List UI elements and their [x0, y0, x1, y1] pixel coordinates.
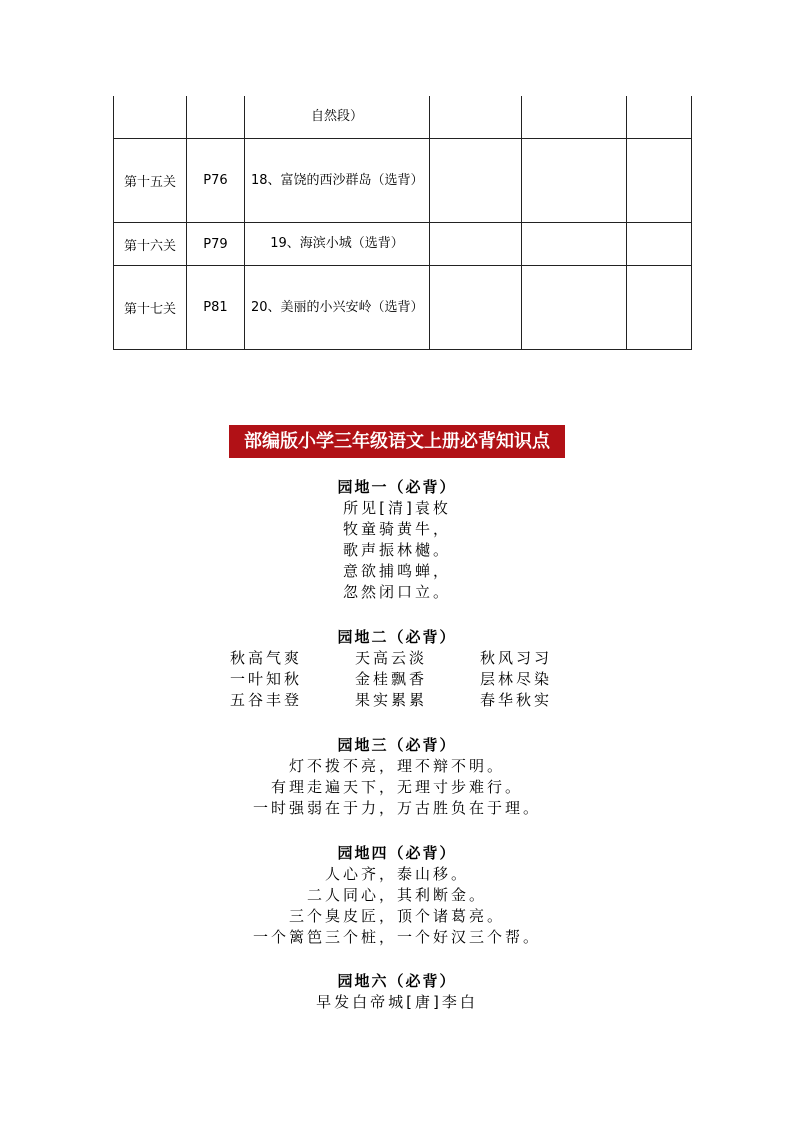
empty-cell [430, 139, 522, 223]
proverb-block-3 [0, 756, 794, 819]
page-cell: P76 [187, 139, 245, 223]
proverb-line: 一时强弱在于力，万古胜负在于理。 [252, 799, 541, 817]
idiom: 五谷丰登 [230, 691, 303, 709]
empty-cell [627, 96, 692, 139]
section-banner-title: 部编版小学三年级语文上册必背知识点 [229, 425, 565, 458]
idiom-row [230, 648, 570, 669]
proverb-line: 有理走遍天下，无理寸步难行。 [270, 778, 523, 796]
idiom: 秋高气爽 [230, 649, 303, 667]
proverb-line: 二人同心，其利断金。 [306, 886, 487, 904]
empty-cell [522, 223, 627, 266]
poem-line: 牧童骑黄牛， [342, 520, 451, 538]
poem-line: 歌声振林樾。 [342, 541, 451, 559]
idiom: 一叶知秋 [230, 670, 303, 688]
poem-line: 忽然闭口立。 [342, 583, 451, 601]
level-cell: 第十七关 [114, 266, 187, 350]
page-cell: P79 [187, 223, 245, 266]
level-cell: 第十五关 [114, 139, 187, 223]
idiom-grid [230, 648, 570, 711]
proverb-line: 三个臭皮匠，顶个诸葛亮。 [288, 907, 505, 925]
empty-cell [627, 139, 692, 223]
empty-cell [522, 96, 627, 139]
proverb-line: 一个篱笆三个桩，一个好汉三个帮。 [252, 928, 541, 946]
idiom: 金桂飘香 [355, 670, 428, 688]
poem-line: 意欲捕鸣蝉， [342, 562, 451, 580]
section-heading-2: 园地二（必背） [337, 628, 457, 646]
section-heading-4: 园地四（必背） [337, 844, 457, 862]
empty-cell [522, 266, 627, 350]
table-row [114, 266, 692, 350]
lesson-cell: 19、海滨小城（选背） [245, 223, 430, 266]
idiom: 春华秋实 [480, 691, 553, 709]
empty-cell [430, 266, 522, 350]
section-heading-3: 园地三（必背） [337, 736, 457, 754]
lesson-cell: 20、美丽的小兴安岭（选背） [245, 266, 430, 350]
page-cell [187, 96, 245, 139]
lesson-table [113, 96, 692, 350]
idiom: 天高云淡 [355, 649, 428, 667]
idiom: 层林尽染 [480, 670, 553, 688]
empty-cell [430, 223, 522, 266]
idiom-row [230, 669, 570, 690]
section-heading-1: 园地一（必背） [337, 478, 457, 496]
proverb-line: 人心齐，泰山移。 [324, 865, 469, 883]
level-cell [114, 96, 187, 139]
lesson-cell: 自然段） [245, 96, 430, 139]
empty-cell [522, 139, 627, 223]
proverb-line: 灯不拨不亮，理不辩不明。 [288, 757, 505, 775]
idiom: 秋风习习 [480, 649, 553, 667]
table-row [114, 223, 692, 266]
poem-line: 所见[清]袁枚 [343, 499, 451, 517]
empty-cell [430, 96, 522, 139]
empty-cell [627, 266, 692, 350]
poem-block-1 [0, 498, 794, 603]
poem-block-6 [0, 992, 794, 1013]
page-cell: P81 [187, 266, 245, 350]
empty-cell [627, 223, 692, 266]
idiom-row [230, 690, 570, 711]
table-row [114, 139, 692, 223]
lesson-cell: 18、富饶的西沙群岛（选背） [245, 139, 430, 223]
section-heading-6: 园地六（必背） [337, 972, 457, 990]
idiom: 果实累累 [355, 691, 428, 709]
table-row [114, 96, 692, 139]
level-cell: 第十六关 [114, 223, 187, 266]
poem-line: 早发白帝城[唐]李白 [316, 993, 478, 1011]
proverb-block-4 [0, 864, 794, 948]
